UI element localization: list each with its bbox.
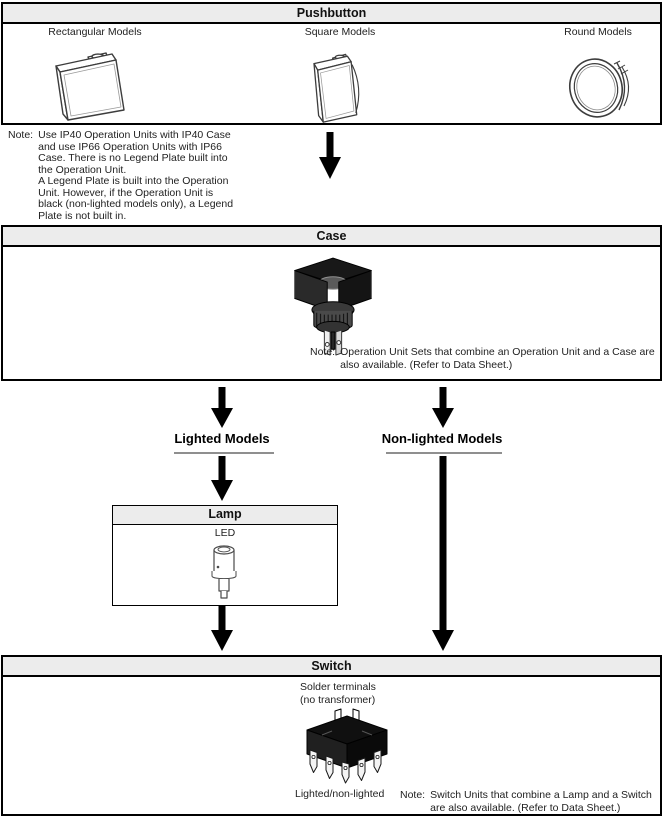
solder-terminals-line2: (no transformer) — [300, 694, 376, 706]
arrow-case-to-non-lighted — [430, 387, 456, 429]
arrow-lamp-to-switch — [209, 606, 235, 652]
case-note — [310, 346, 658, 371]
note-label: Note: — [400, 789, 426, 801]
switch-caption: Lighted/non-lighted — [295, 788, 385, 800]
led-lamp-icon — [207, 541, 241, 601]
note-paragraph-1: Use IP40 Operation Units with IP40 Case and use IP66 Operation Units with IP66 Case. There is no Legend Plate built into the Operation Unit. — [38, 129, 231, 176]
lighted-models-label: Lighted Models — [174, 431, 270, 446]
note-label: Note: — [310, 346, 336, 358]
lamp-section-title: Lamp — [113, 506, 337, 525]
round-pushbutton-icon — [556, 52, 642, 122]
solder-terminals-label — [300, 681, 376, 707]
non-lighted-models-underline — [386, 452, 502, 454]
rectangular-pushbutton-icon — [48, 48, 140, 122]
lighted-models-underline — [174, 452, 274, 454]
note-label: Note: — [8, 129, 34, 141]
case-note-text: Operation Unit Sets that combine an Operation Unit and a Case are also available. (Refer to Data Sheet.) — [340, 346, 655, 371]
operation-unit-note — [8, 130, 240, 222]
note-body — [38, 130, 240, 222]
case-section-title: Case — [3, 227, 660, 247]
arrow-lighted-to-lamp — [209, 456, 235, 502]
arrow-case-to-lighted — [209, 387, 235, 429]
square-pushbutton-icon — [304, 46, 376, 124]
switch-note — [400, 789, 654, 814]
pushbutton-section-title: Pushbutton — [3, 4, 660, 24]
note-paragraph-2: A Legend Plate is built into the Operation Unit. However, if the Operation Unit is black (non-lighted models only), a Legend Plate is not built in. — [38, 175, 234, 222]
led-label: LED — [214, 527, 236, 539]
round-models-label: Round Models — [564, 26, 632, 38]
solder-terminals-line1: Solder terminals — [300, 681, 376, 693]
rectangular-models-label: Rectangular Models — [48, 26, 142, 38]
arrow-pushbutton-to-case — [317, 132, 343, 180]
switch-icon — [292, 708, 402, 788]
non-lighted-models-label: Non-lighted Models — [381, 431, 503, 446]
arrow-non-lighted-to-switch — [430, 456, 456, 652]
switch-section-title: Switch — [3, 657, 660, 677]
square-models-label: Square Models — [304, 26, 376, 38]
switch-note-text: Switch Units that combine a Lamp and a Switch are also available. (Refer to Data Sheet.) — [430, 789, 652, 814]
